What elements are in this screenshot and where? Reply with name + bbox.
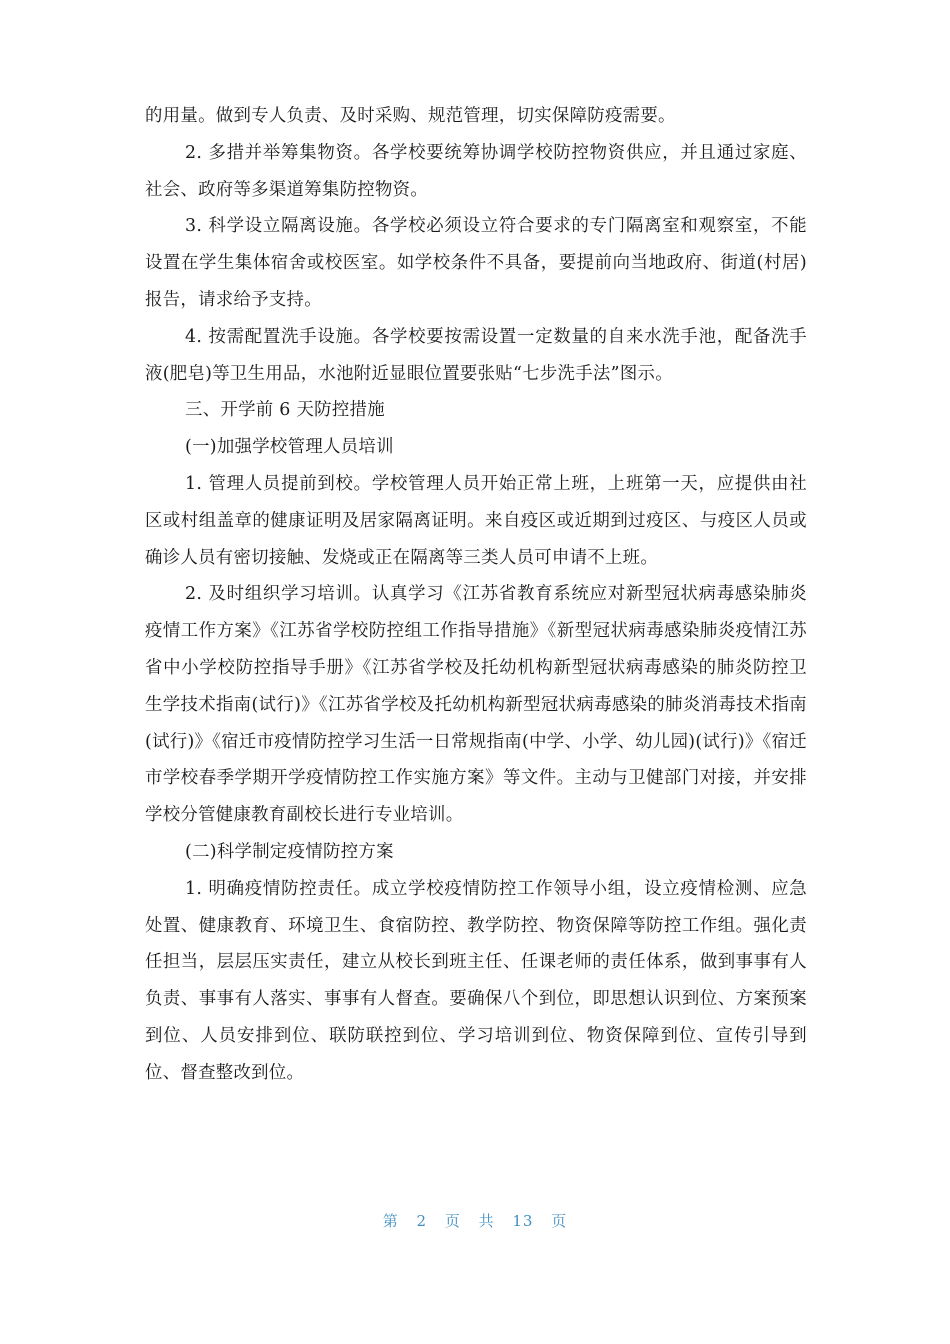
page-number-footer: 第 2 页 共 13 页 [382,1212,568,1230]
document-body [145,98,807,1092]
section-heading: 三、开学前 6 天防控措施 [185,400,385,421]
paragraph: 1. 管理人员提前到校。学校管理人员开始正常上班，上班第一天，应提供由社区或村组盖章的健康证明及居家隔离证明。来自疫区或近期到过疫区、与疫区人员或确诊人员有密切接触、发烧或正在隔离等三类人员可申请不上班。 [145,473,807,568]
paragraph: 3. 科学设立隔离设施。各学校必须设立符合要求的专门隔离室和观察室，不能设置在学生集体宿舍或校医室。如学校条件不具备，要提前向当地政府、街道(村居)报告，请求给予支持。 [145,216,807,310]
paragraph: 2. 及时组织学习培训。认真学习《江苏省教育系统应对新型冠状病毒感染肺炎疫情工作方案》《江苏省学校防控组工作指导措施》《新型冠状病毒感染肺炎疫情江苏省中小学校防控指导手册》《江苏省学校及托幼机构新型冠状病毒感染的肺炎防控卫生学技术指南(试行)》《江苏省学校及托幼机构新型冠状病毒感染的肺炎消毒技术指南(试行)》《宿迁市疫情防控学习生活一日常规指南(中学、小学、幼儿园)(试行)》《宿迁市学校春季学期开学疫情防控工作实施方案》等文件。主动与卫健部门对接，并安排学校分管健康教育副校长进行专业培训。 [145,584,807,826]
paragraph: 2. 多措并举筹集物资。各学校要统筹协调学校防控物资供应，并且通过家庭、社会、政府等多渠道筹集防控物资。 [145,142,807,200]
paragraph: 4. 按需配置洗手设施。各学校要按需设置一定数量的自来水洗手池，配备洗手液(肥皂)等卫生用品，水池附近显眼位置要张贴“七步洗手法”图示。 [145,326,807,384]
subsection-heading: (二)科学制定疫情防控方案 [185,841,394,862]
subsection-heading: (一)加强学校管理人员培训 [185,437,394,458]
paragraph: 1. 明确疫情防控责任。成立学校疫情防控工作领导小组，设立疫情检测、应急处置、健康教育、环境卫生、食宿防控、教学防控、物资保障等防控工作组。强化责任担当，层层压实责任，建立从校长到班主任、任课老师的责任体系，做到事事有人负责、事事有人落实、事事有人督查。要确保八个到位，即思想认识到位、方案预案到位、人员安排到位、联防联控到位、学习培训到位、物资保障到位、宣传引导到位、督查整改到位。 [145,878,807,1083]
paragraph: 的用量。做到专人负责、及时采购、规范管理，切实保障防疫需要。 [145,106,676,126]
